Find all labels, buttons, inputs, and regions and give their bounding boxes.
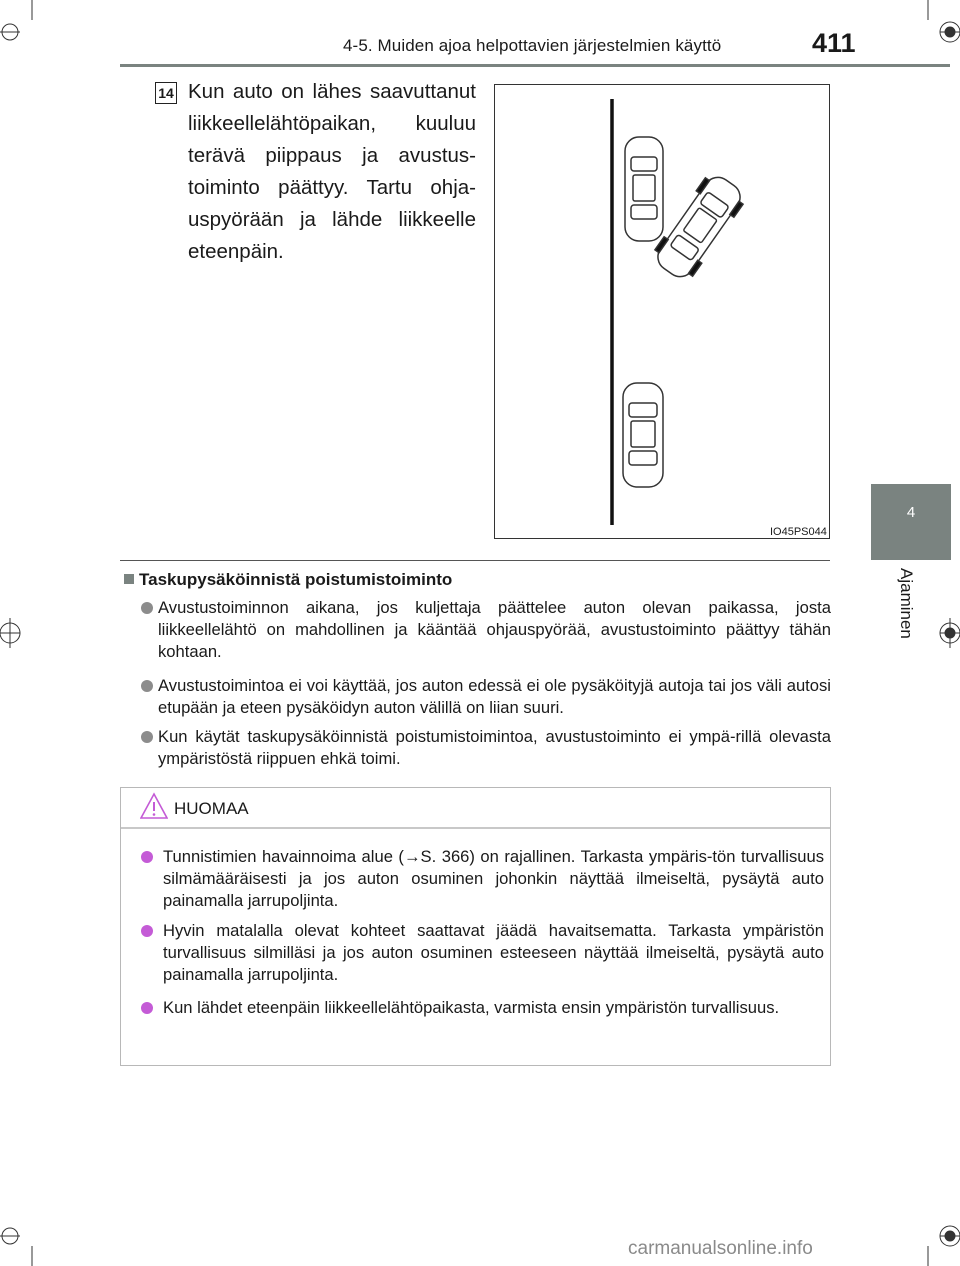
header-divider (120, 64, 950, 67)
notice-bullet-text: Tunnistimien havainnoima alue (→S. 366) on rajallinen. Tarkasta ympäris-tön turvallisuus silmämääräisesti ja jos auton osuminen johonkin näyttää ilmeiseltä, pysäytä auto painamalla jarrupoljinta. (163, 847, 824, 910)
section-bullet (141, 726, 831, 770)
chapter-tab (871, 484, 951, 560)
bullet-dot-icon (141, 925, 153, 937)
departing-car-icon (649, 170, 749, 285)
section-bullet-text: Kun käytät taskupysäköinnistä poistumistoimintoa, avustustoiminto ei ympä-rillä olevasta ympäristöstä riippuen ehkä toimi. (158, 727, 831, 768)
bullet-dot-icon (141, 731, 153, 743)
section-bullet (141, 597, 831, 663)
section-title-text: Taskupysäköinnistä poistumistoiminto (139, 570, 453, 589)
section-title (124, 570, 452, 590)
bullet-dot-icon (141, 851, 153, 863)
bullet-dot-icon (141, 680, 153, 692)
square-bullet-icon (124, 574, 134, 584)
header-section-title: 4-5. Muiden ajoa helpottavien järjestelmien käyttö (343, 36, 722, 55)
notice-header-divider (121, 827, 830, 829)
section-divider (120, 560, 830, 561)
step-text: Kun auto on lähes saavuttanut liikkeellelähtöpaikan, kuuluu terävä piippaus ja avustus-toiminto päättyy. Tartu ohja-uspyörään ja lähde liikkeelle eteenpäin. (188, 80, 476, 263)
watermark: carmanualsonline.info (628, 1238, 813, 1259)
notice-bullet (141, 997, 824, 1019)
bullet-dot-icon (141, 1002, 153, 1014)
parked-car-front-icon (625, 137, 663, 241)
warning-triangle-icon (140, 792, 168, 820)
notice-bullet-text: Kun lähdet eteenpäin liikkeellelähtöpaikasta, varmista ensin ympäristön turvallisuus. (163, 998, 780, 1017)
chapter-title-vertical (896, 568, 920, 648)
notice-bullet (141, 846, 824, 912)
notice-title: HUOMAA (174, 799, 249, 818)
parked-car-rear-icon (623, 383, 663, 487)
step-number-badge: 14 (155, 82, 177, 104)
section-bullet-text: Avustustoimintoa ei voi käyttää, jos auton edessä ei ole pysäköityjä autoja tai jos väli autosi etupään ja eteen pysäköidyn auton välillä on liian suuri. (158, 676, 831, 717)
section-bullet (141, 675, 831, 719)
bullet-dot-icon (141, 602, 153, 614)
parking-diagram (495, 85, 829, 538)
chapter-title: Ajaminen (897, 568, 916, 639)
notice-bullet-text: Hyvin matalalla olevat kohteet saattavat jäädä havaitsematta. Tarkasta ympäristön turvallisuus silmilläsi ja jos auton osuminen esteeseen näyttää ilmeiseltä, pysäytä auto painamalla jarrupoljinta. (163, 921, 824, 984)
section-bullet-text: Avustustoiminnon aikana, jos kuljettaja päättelee auton olevan paikassa, josta liikkeellelähtö on mahdollinen ja kääntää ohjauspyörää, avustustoiminto päättyy tähän kohtaan. (158, 598, 831, 661)
notice-bullet (141, 920, 824, 986)
figure-code: IO45PS044 (770, 526, 827, 538)
chapter-number: 4 (906, 504, 916, 521)
parking-illustration (494, 84, 830, 539)
page-number: 411 (812, 28, 856, 58)
